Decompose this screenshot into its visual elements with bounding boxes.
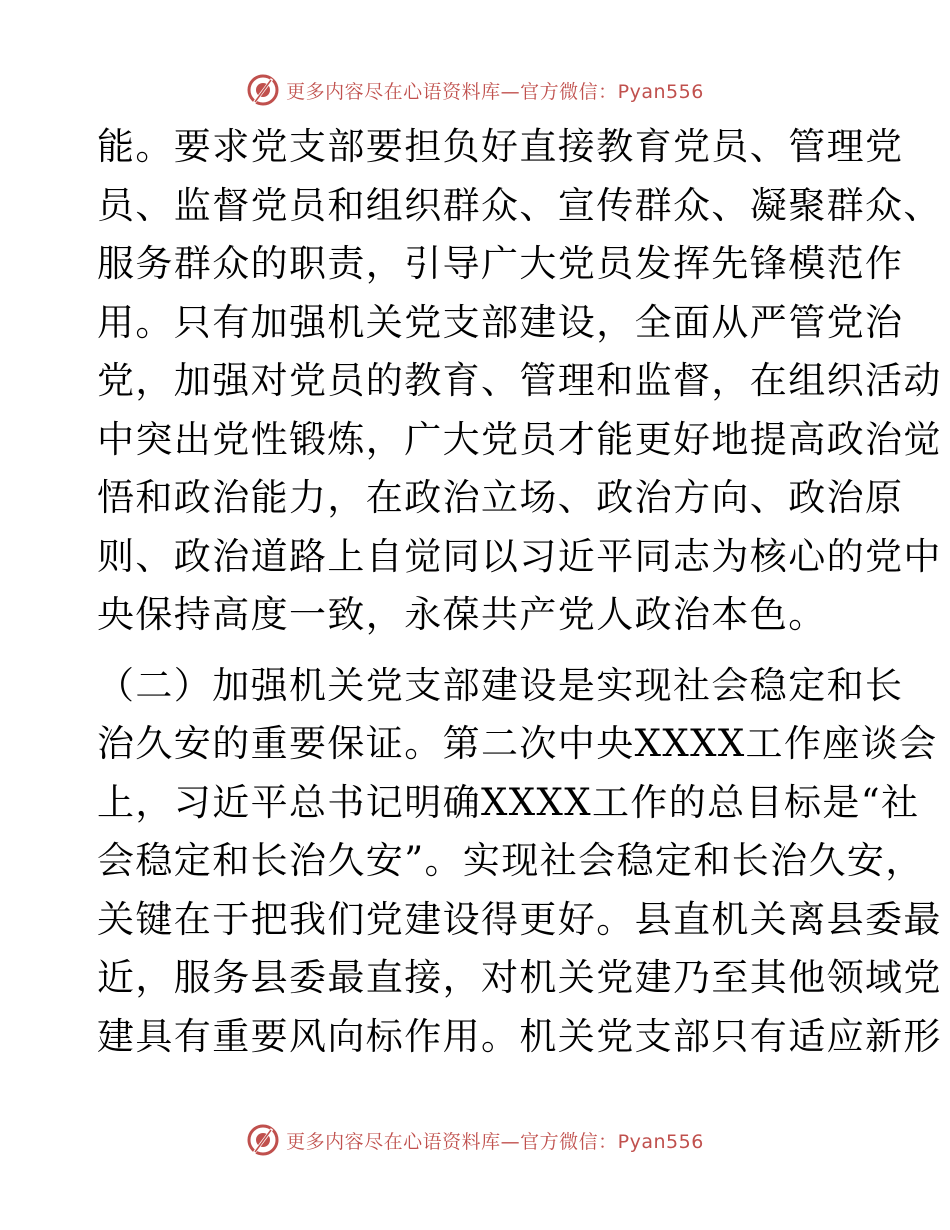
brand-logo-icon (246, 73, 280, 107)
text-line: 关键在于把我们党建设得更好。县直机关离县委最 (97, 897, 942, 941)
text-line: 中突出党性锻炼，广大党员才能更好地提高政治觉 (97, 417, 942, 461)
text-line: （二）加强机关党支部建设是实现社会稳定和长 (97, 663, 904, 707)
text-line: 近，服务县委最直接，对机关党建乃至其他领域党 (97, 956, 942, 999)
paragraph-gap (97, 645, 857, 657)
paragraph-1 (97, 118, 942, 645)
text-line: 员、监督党员和组织群众、宣传群众、凝聚群众、 (97, 183, 942, 227)
text-line: 央保持高度一致，永葆共产党人政治本色。 (97, 593, 827, 636)
text-line: 治久安的重要保证。第二次中央XXXX工作座谈会 (97, 722, 938, 765)
text-line: 会稳定和长治久安”。实现社会稳定和长治久安， (97, 839, 924, 882)
footer-watermark (0, 1120, 950, 1160)
header-watermark (0, 70, 950, 110)
text-line: 上，习近平总书记明确XXXX工作的总目标是“社 (97, 780, 920, 824)
text-line: 能。要求党支部要担负好直接教育党员、管理党 (97, 125, 904, 168)
paragraph-2 (97, 657, 942, 1067)
document-body (97, 118, 942, 1066)
watermark-text: 更多内容尽在心语资料库—官方微信：Pyan556 (286, 80, 704, 103)
text-line: 党，加强对党员的教育、管理和监督，在组织活动 (97, 359, 942, 402)
text-line: 建具有重要风向标作用。机关党支部只有适应新形 (97, 1014, 942, 1058)
text-line: 服务群众的职责，引导广大党员发挥先锋模范作 (97, 242, 904, 285)
watermark-text: 更多内容尽在心语资料库—官方微信：Pyan556 (286, 1130, 704, 1153)
text-line: 用。只有加强机关党支部建设，全面从严管党治 (97, 300, 904, 344)
brand-logo-icon (246, 1123, 280, 1157)
text-line: 悟和政治能力，在政治立场、政治方向、政治原 (97, 476, 904, 519)
text-line: 则、政治道路上自觉同以习近平同志为核心的党中 (97, 534, 942, 578)
